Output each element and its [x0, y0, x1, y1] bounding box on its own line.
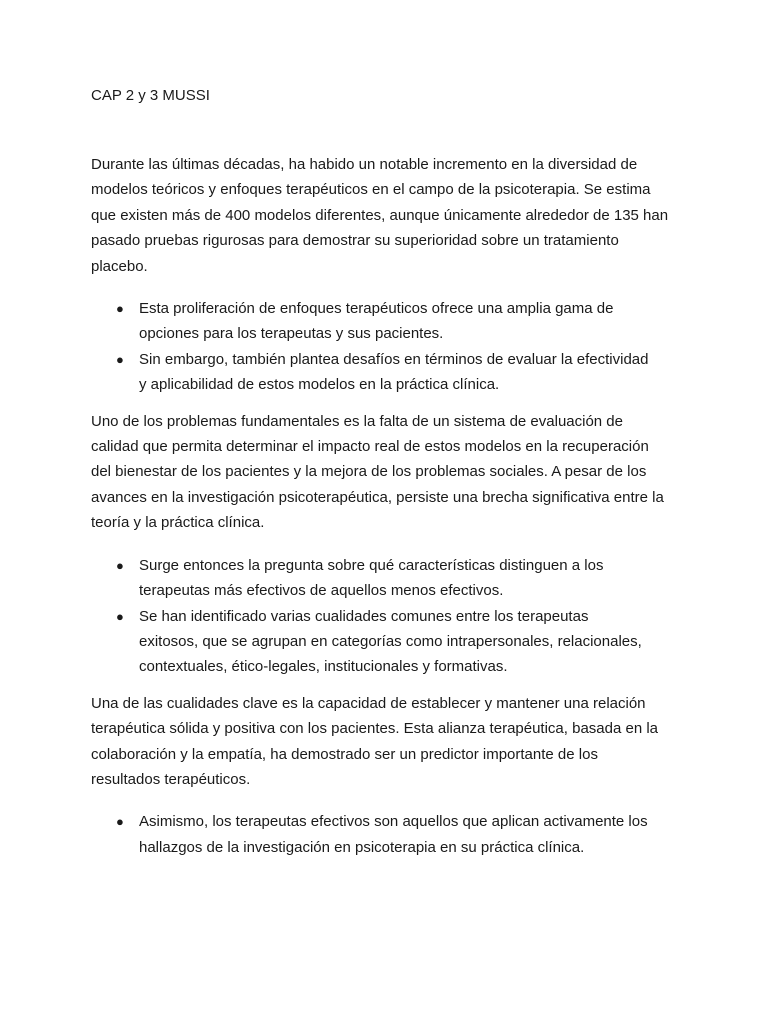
bullet-list-2	[91, 553, 651, 680]
list-item	[91, 296, 651, 347]
list-item-text: Asimismo, los terapeutas efectivos son aquellos que aplican activamente los hallazgos de la investigación en psicoterapia en su práctica clínica.	[139, 813, 648, 856]
list-item	[91, 347, 651, 398]
bullet-icon: ●	[116, 301, 124, 317]
list-item	[91, 604, 651, 680]
bullet-icon: ●	[116, 814, 124, 830]
paragraph-2: Uno de los problemas fundamentales es la falta de un sistema de evaluación de calidad que permita determinar el impacto real de estos modelos en la recuperación del bienestar de los pacientes y la mejora de los problemas sociales. A pesar de los avances en la investigación psicoterapéutica, persiste una brecha significativa entre la teoría y la práctica clínica.	[91, 412, 664, 532]
list-item	[91, 809, 651, 860]
list-item	[91, 553, 651, 604]
bullet-icon: ●	[116, 608, 124, 624]
paragraph-3: Una de las cualidades clave es la capacidad de establecer y mantener una relación terapéutica sólida y positiva con los pacientes. Esta alianza terapéutica, basada en la colaboración y la empatía, ha demostrado ser un predictor importante de los resultados terapéuticos.	[91, 694, 659, 788]
list-item-text: Sin embargo, también plantea desafíos en términos de evaluar la efectividad y aplicabilidad de estos modelos en la práctica clínica.	[139, 350, 649, 394]
bullet-list-3	[91, 809, 651, 860]
paragraph-1: Durante las últimas décadas, ha habido un notable incremento en la diversidad de modelos teóricos y enfoques terapéuticos en el campo de la psicoterapia. Se estima que existen más de 400 modelos diferentes, aunque únicamente alrededor de 135 han pasado pruebas rigurosas para demostrar su superioridad sobre un tratamiento placebo.	[91, 156, 669, 275]
bullet-icon: ●	[116, 351, 124, 367]
list-item-text: Surge entonces la pregunta sobre qué características distinguen a los terapeutas más efectivos de aquellos menos efectivos.	[139, 556, 604, 600]
document-title: CAP 2 y 3 MUSSI	[91, 87, 210, 104]
bullet-list-1	[91, 296, 651, 398]
list-item-text: Se han identificado varias cualidades comunes entre los terapeutas exitosos, que se agrupan en categorías como intrapersonales, relacionales, contextuales, ético-legales, institucionales y formativas.	[139, 607, 642, 676]
list-item-text: Esta proliferación de enfoques terapéuticos ofrece una amplia gama de opciones para los terapeutas y sus pacientes.	[139, 300, 614, 343]
bullet-icon: ●	[116, 557, 124, 573]
